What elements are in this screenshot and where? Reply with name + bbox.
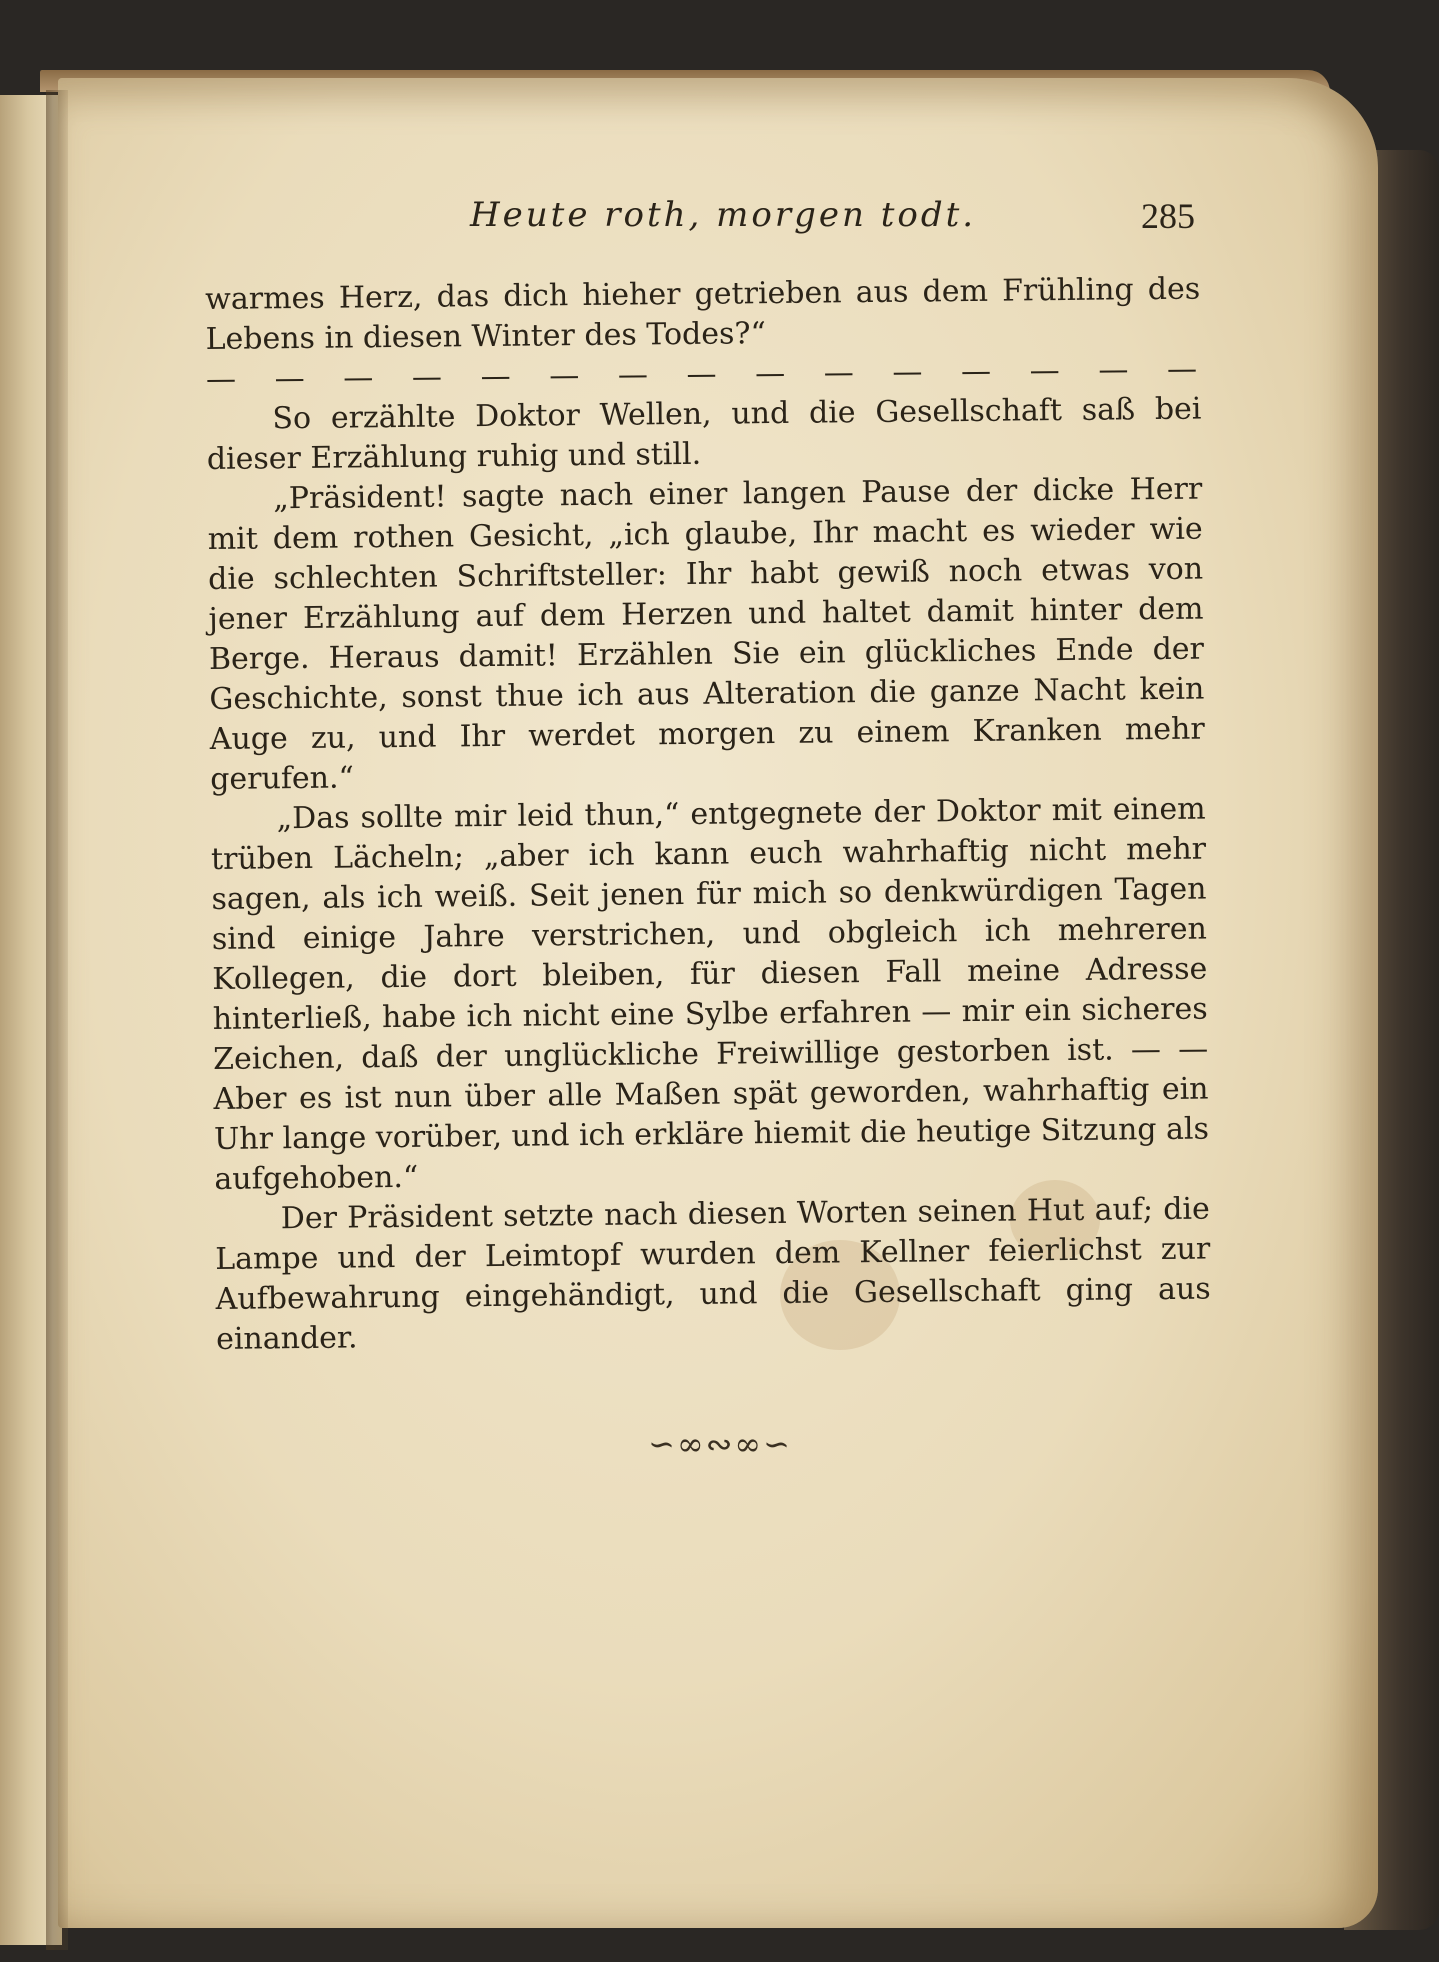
page-number: 285 — [1141, 196, 1195, 236]
running-header — [205, 195, 1195, 245]
section-separator: — — — — — — — — — — — — — — — — [205, 351, 1202, 397]
paragraph: warmes Herz, das dich hieher getrieben aus dem Frühling des Lebens in diesen Winter des Todes?“ — [205, 271, 1201, 357]
body-text — [205, 270, 1211, 1360]
paragraph: Der Präsident setzte nach diesen Worten seinen Hut auf; die Lampe und der Leimtopf wurden dem Kellner feierlichst zur Aufbewahrung eingehändigt, und die Gesellschaft ging aus einander. — [215, 1191, 1211, 1357]
page-gutter — [46, 90, 68, 1950]
paragraph: So erzählte Doktor Wellen, und die Gesellschaft saß bei dieser Erzählung ruhig und still. — [206, 391, 1202, 477]
running-title: Heute roth, morgen todt. — [470, 195, 977, 235]
end-ornament: ∽∞∾∞∽ — [648, 1425, 792, 1463]
paragraph: „Das sollte mir leid thun,“ entgegnete der Doktor mit einem trüben Lächeln; „aber ich kann euch wahrhaftig nicht mehr sagen, als ich weiß. Seit jenen für mich so denkwürdigen Tagen sind einige Jahre verstrichen, und obgleich ich mehreren Kollegen, die dort bleiben, für diesen Fall meine Adresse hinterließ, habe ich nicht eine Sylbe erfahren — mir ein sicheres Zeichen, daß der unglückliche Freiwillige gestorben ist. — — Aber es ist nun über alle Maßen spät geworden, wahrhaftig ein Uhr lange vorüber, und ich erkläre hiemit die heutige Sitzung als aufgehoben.“ — [210, 791, 1210, 1197]
paragraph: „Präsident! sagte nach einer langen Pause der dicke Herr mit dem rothen Gesicht, „ich glaube, Ihr macht es wieder wie die schlechten Schriftsteller: Ihr habt gewiß noch etwas von jener Erzählung auf dem Herzen und haltet damit hinter dem Berge. Heraus damit! Erzählen Sie ein glückliches Ende der Geschichte, sonst thue ich aus Alteration die ganze Nacht kein Auge zu, und Ihr werdet morgen zu einem Kranken mehr gerufen.“ — [207, 471, 1205, 797]
